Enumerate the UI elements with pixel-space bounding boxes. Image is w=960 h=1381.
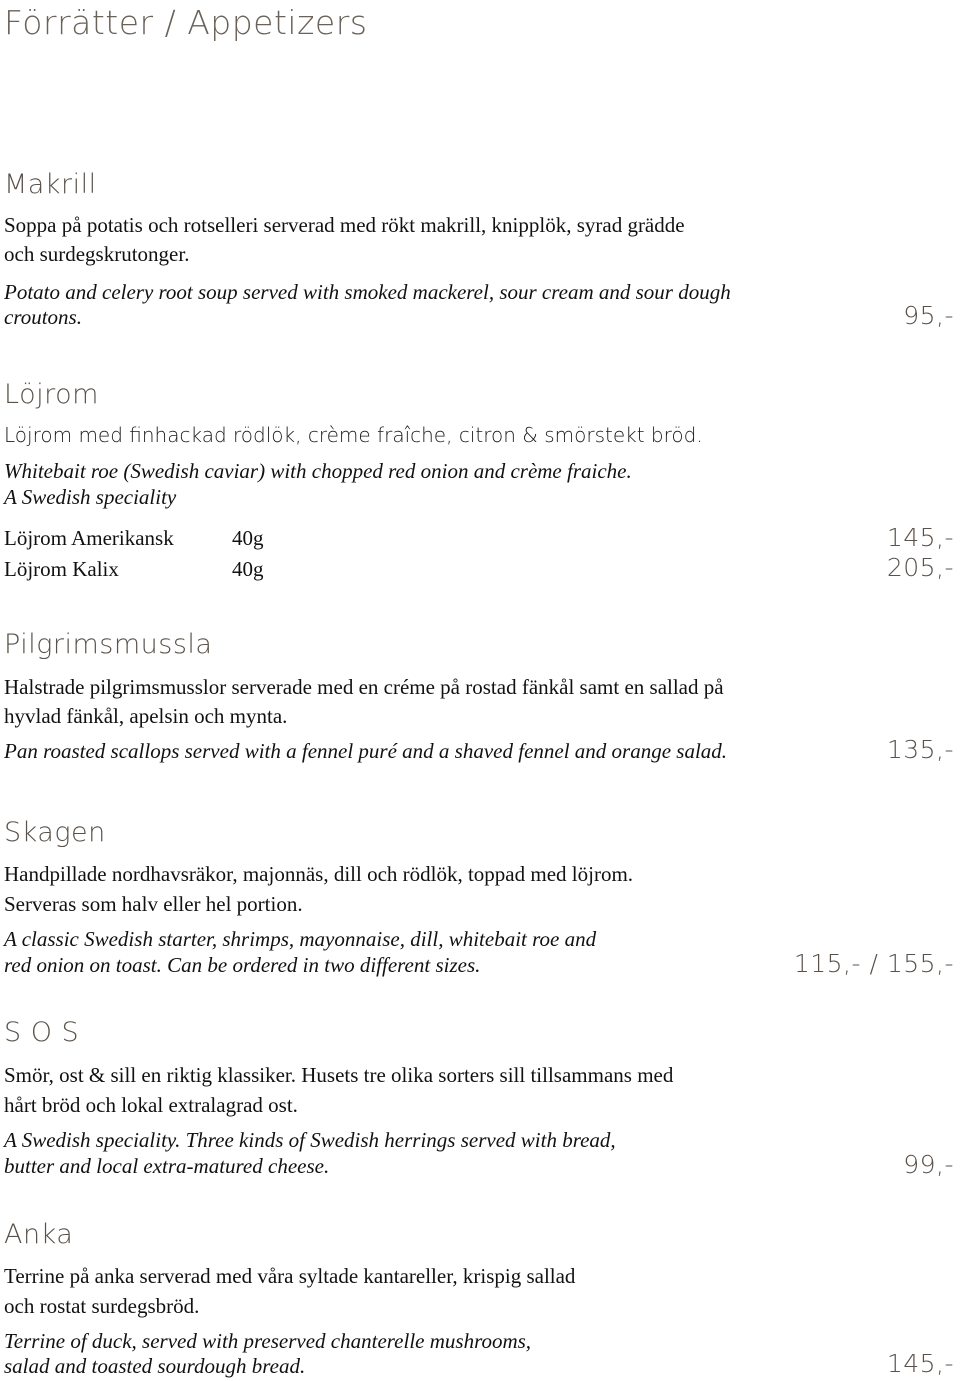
variant-price: 205,- [886,553,954,582]
item-description-en: Pan roasted scallops served with a fennel puré and a shaved fennel and orange salad. [4,739,728,763]
item-description-sv: Serveras som halv eller hel portion. [4,892,303,916]
item-description-sv: Löjrom med finhackad rödlök, crème fraîche, citron & smörstekt bröd. [4,423,703,447]
item-price: 99,- [903,1150,954,1179]
item-title: Makrill [4,169,97,200]
item-title: Pilgrimsmussla [4,629,213,660]
item-title: Skagen [4,817,106,848]
item-price: 145,- [886,1349,954,1378]
item-title: S O S [4,1017,80,1048]
item-description-en: Terrine of duck, served with preserved chanterelle mushrooms, [4,1329,532,1353]
page-title: Förrätter / Appetizers [4,3,368,42]
item-description-en: croutons. [4,305,82,329]
item-description-sv: Smör, ost & sill en riktig klassiker. Husets tre olika sorters sill tillsammans med [4,1063,674,1087]
variant-name: Löjrom Amerikansk [4,526,174,550]
item-description-en: Whitebait roe (Swedish caviar) with chopped red onion and crème fraiche. [4,459,632,483]
item-description-sv: Terrine på anka serverad med våra syltade kantareller, krispig sallad [4,1264,576,1288]
item-title: Anka [4,1219,74,1250]
item-description-en: butter and local extra-matured cheese. [4,1154,330,1178]
item-description-sv: Soppa på potatis och rotselleri serverad med rökt makrill, knipplök, syrad grädde [4,213,685,237]
item-title: Löjrom [4,379,99,410]
item-description-sv: och rostat surdegsbröd. [4,1294,200,1318]
item-description-en: red onion on toast. Can be ordered in two different sizes. [4,953,481,977]
item-price: 95,- [903,301,954,330]
item-description-en: A Swedish speciality [4,485,177,509]
item-description-sv: hårt bröd och lokal extralagrad ost. [4,1093,298,1117]
item-description-sv: och surdegskrutonger. [4,242,190,266]
variant-weight: 40g [232,557,264,581]
item-description-en: A classic Swedish starter, shrimps, mayonnaise, dill, whitebait roe and [4,927,597,951]
item-price: 115,- / 155,- [793,949,954,978]
item-description-en: A Swedish speciality. Three kinds of Swedish herrings served with bread, [4,1128,616,1152]
item-description-sv: hyvlad fänkål, apelsin och mynta. [4,704,288,728]
item-description-sv: Halstrade pilgrimsmusslor serverade med en créme på rostad fänkål samt en sallad på [4,675,724,699]
variant-price: 145,- [886,523,954,552]
item-description-en: salad and toasted sourdough bread. [4,1354,306,1378]
item-description-en: Potato and celery root soup served with smoked mackerel, sour cream and sour dough [4,280,731,304]
item-description-sv: Handpillade nordhavsräkor, majonnäs, dill och rödlök, toppad med löjrom. [4,862,634,886]
variant-weight: 40g [232,526,264,550]
item-price: 135,- [886,735,954,764]
variant-name: Löjrom Kalix [4,557,119,581]
